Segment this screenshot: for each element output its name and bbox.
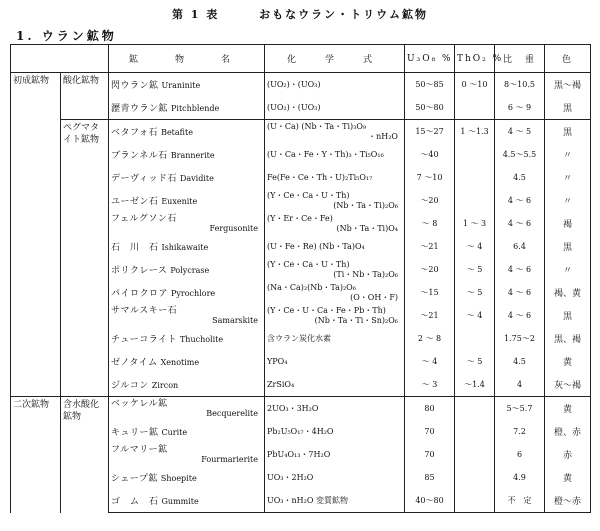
formula-text: PbU₄O₁₃・7H₂O (267, 450, 331, 459)
u3o8-cell: 70 (405, 420, 455, 443)
u3o8-cell: ～21 (405, 304, 455, 327)
specific-gravity-cell: 4 ～ 6 (495, 258, 545, 281)
category-cell: 初成鉱物 (11, 73, 61, 397)
specific-gravity-cell: 4 ～ 6 (495, 281, 545, 304)
formula-text-line2: (Nb・Ta・Ti・Sn)₂O₆ (314, 315, 398, 325)
table-row (11, 73, 591, 97)
mineral-table (10, 44, 591, 513)
mineral-name-en: Shoepite (160, 474, 197, 483)
mineral-name-jp: ベッケレル鉱 (111, 398, 168, 409)
specific-gravity-cell: 不 定 (495, 489, 545, 513)
category-cell: 二次鉱物 (11, 397, 61, 513)
mineral-name-jp: デーヴィッド石 (111, 174, 177, 184)
u3o8-cell: 85 (405, 466, 455, 489)
table-row (11, 120, 591, 144)
formula-cell (265, 258, 405, 281)
color-cell: 黒 (545, 304, 591, 327)
formula-cell (265, 443, 405, 466)
formula-cell (265, 466, 405, 489)
formula-text: 含ウラン炭化水素 (267, 334, 331, 343)
mineral-name-jp: フェルグソン石 (111, 213, 177, 224)
specific-gravity-cell: 6.4 (495, 235, 545, 258)
specific-gravity-cell: 4.5～5.5 (495, 143, 545, 166)
formula-text: Pb₂U₅O₁₇・4H₂O (267, 427, 334, 436)
mineral-name-cell (109, 466, 265, 489)
mineral-name-cell (109, 143, 265, 166)
u3o8-cell: ～21 (405, 235, 455, 258)
mineral-name-jp: ポリクレース (111, 266, 168, 276)
color-cell: 〃 (545, 143, 591, 166)
mineral-name-en: Zircon (151, 381, 179, 390)
color-cell: 黒～褐 (545, 73, 591, 97)
color-cell: 黄 (545, 397, 591, 421)
formula-cell (265, 235, 405, 258)
formula-cell (265, 166, 405, 189)
u3o8-cell: 50～85 (405, 73, 455, 97)
tho2-cell (455, 489, 495, 513)
mineral-name-cell (109, 189, 265, 212)
subcategory-cell: 含水酸化鉱物 (61, 397, 109, 513)
header-specific-gravity: 比 重 (495, 45, 545, 73)
tho2-cell: 1 ～1.3 (455, 120, 495, 144)
formula-cell (265, 73, 405, 97)
mineral-name-cell (109, 327, 265, 350)
formula-cell (265, 397, 405, 421)
u3o8-cell: ～ 4 (405, 350, 455, 373)
u3o8-cell: ～20 (405, 258, 455, 281)
formula-cell (265, 304, 405, 327)
u3o8-cell: 70 (405, 443, 455, 466)
specific-gravity-cell: 4.5 (495, 166, 545, 189)
mineral-name-en: Euxenite (161, 197, 198, 206)
formula-text: UO₃・2H₂O (267, 473, 314, 482)
mineral-name-jp: チューコライト (111, 335, 177, 345)
mineral-name-en: Pyrochlore (171, 289, 216, 298)
mineral-name-jp: フルマリー鉱 (111, 444, 168, 455)
mineral-name-en: Pitchblende (171, 104, 220, 113)
formula-cell (265, 120, 405, 144)
subcategory-cell: 酸化鉱物 (61, 73, 109, 120)
header-formula: 化 学 式 (265, 45, 405, 73)
formula-text: (UO₂)・(UO₃) (267, 103, 321, 112)
u3o8-cell: 40～80 (405, 489, 455, 513)
mineral-name-cell (109, 120, 265, 144)
tho2-cell: ～ 5 (455, 258, 495, 281)
specific-gravity-cell: 4.5 (495, 350, 545, 373)
tho2-cell (455, 166, 495, 189)
mineral-name-en: Polycrase (170, 266, 210, 275)
mineral-name-en: Thucholite (179, 335, 224, 344)
formula-cell (265, 420, 405, 443)
tho2-cell (455, 443, 495, 466)
u3o8-cell: ～ 8 (405, 212, 455, 235)
mineral-name-cell (109, 304, 265, 327)
formula-text: (Y・Er・Ce・Fe) (267, 213, 333, 223)
mineral-name-cell (109, 373, 265, 397)
formula-cell (265, 143, 405, 166)
mineral-name-jp: ジルコン (111, 381, 149, 391)
table-title (0, 6, 600, 22)
mineral-name-cell (109, 420, 265, 443)
tho2-cell (455, 466, 495, 489)
color-cell: 黒 (545, 96, 591, 120)
u3o8-cell: 50～80 (405, 96, 455, 120)
color-cell: 橙～赤 (545, 489, 591, 513)
section-heading: 1. ウラン鉱物 (16, 29, 117, 43)
header-blank (11, 45, 109, 73)
u3o8-cell: ～ 3 (405, 373, 455, 397)
tho2-cell: ～1.4 (455, 373, 495, 397)
mineral-name-cell (109, 397, 265, 421)
formula-cell (265, 96, 405, 120)
tho2-cell (455, 397, 495, 421)
formula-text: Fe(Fe・Ce・Th・U)₂Ti₅O₁₇ (267, 173, 373, 182)
mineral-name-jp: ゴ ム 石 (111, 497, 159, 507)
specific-gravity-cell: 4.9 (495, 466, 545, 489)
specific-gravity-cell: 4 (495, 373, 545, 397)
specific-gravity-cell: 8～10.5 (495, 73, 545, 97)
formula-text: 2UO₃・3H₂O (267, 404, 319, 413)
formula-cell (265, 373, 405, 397)
specific-gravity-cell: 6 (495, 443, 545, 466)
mineral-name-cell (109, 489, 265, 513)
u3o8-cell: 80 (405, 397, 455, 421)
formula-text: (Y・Ce・Ca・U・Th) (267, 259, 350, 269)
header-u3o8: U₃O₈ % (405, 45, 455, 73)
mineral-name-cell (109, 443, 265, 466)
table-number: 第 1 表 (171, 8, 220, 21)
mineral-name-cell (109, 96, 265, 120)
mineral-name-jp: 瀝青ウラン鉱 (111, 104, 169, 114)
specific-gravity-cell: 5～5.7 (495, 397, 545, 421)
formula-text: (Na・Ca)₂(Nb・Ta)₂O₆ (267, 282, 356, 292)
tho2-cell (455, 327, 495, 350)
color-cell: 〃 (545, 166, 591, 189)
formula-text: (Y・Ce・U・Ca・Fe・Pb・Th) (267, 305, 386, 315)
mineral-name-en: Becquerelite (206, 408, 258, 418)
specific-gravity-cell: 7.2 (495, 420, 545, 443)
color-cell: 橙、赤 (545, 420, 591, 443)
formula-text: (U・Fe・Re) (Nb・Ta)O₄ (267, 242, 365, 251)
formula-cell (265, 189, 405, 212)
tho2-cell: ～ 5 (455, 281, 495, 304)
formula-text: UO₃・nH₂O 変質鉱物 (267, 496, 348, 505)
formula-text: (Y・Ce・Ca・U・Th) (267, 190, 350, 200)
formula-text: (U・Ca・Fe・Y・Th)₃・Ti₅O₁₆ (267, 150, 384, 159)
header-tho2: ThO₂ % (455, 45, 495, 73)
specific-gravity-cell: 4 ～ 6 (495, 189, 545, 212)
specific-gravity-cell: 4 ～ 5 (495, 120, 545, 144)
formula-text: (U・Ca) (Nb・Ta・Ti)₃O₉ (267, 121, 367, 131)
table-row (11, 397, 591, 421)
formula-text: ZrSiO₄ (267, 380, 295, 389)
mineral-name-en: Brannerite (170, 151, 215, 160)
formula-text-line2: (Nb・Ta・Ti)₂O₆ (333, 200, 398, 210)
u3o8-cell: ～20 (405, 189, 455, 212)
mineral-name-cell (109, 166, 265, 189)
mineral-name-en: Samarskite (212, 315, 258, 325)
mineral-name-en: Gummite (161, 497, 199, 506)
mineral-name-jp: ブランネル石 (111, 151, 168, 161)
mineral-name-jp: 石 川 石 (111, 243, 159, 253)
mineral-name-jp: 閃ウラン鉱 (111, 81, 159, 91)
color-cell: 灰～褐 (545, 373, 591, 397)
color-cell: 黒、褐 (545, 327, 591, 350)
formula-text-line2: (Ti・Nb・Ta)₂O₆ (333, 269, 398, 279)
mineral-name-cell (109, 281, 265, 304)
mineral-name-en: Ishikawaite (161, 243, 209, 252)
mineral-name-jp: パイロクロア (111, 289, 169, 299)
u3o8-cell: 7 ～10 (405, 166, 455, 189)
header-color: 色 (545, 45, 591, 73)
mineral-name-jp: シェープ鉱 (111, 474, 158, 484)
mineral-name-en: Fourmarierite (201, 454, 258, 464)
color-cell: 黒 (545, 120, 591, 144)
formula-text: (UO₂)・(UO₃) (267, 80, 321, 89)
u3o8-cell: 15～27 (405, 120, 455, 144)
color-cell: 黄 (545, 350, 591, 373)
header-row (11, 45, 591, 73)
formula-text-line2: (Nb・Ta・Ti)O₄ (336, 223, 398, 233)
formula-text-line2: ・nH₂O (368, 131, 398, 141)
u3o8-cell: ～15 (405, 281, 455, 304)
tho2-cell: 0 ～10 (455, 73, 495, 97)
color-cell: 黒 (545, 235, 591, 258)
mineral-name-cell (109, 235, 265, 258)
color-cell: 〃 (545, 189, 591, 212)
tho2-cell: 1 ～ 3 (455, 212, 495, 235)
tho2-cell: ～ 4 (455, 304, 495, 327)
color-cell: 赤 (545, 443, 591, 466)
mineral-name-jp: ゼノタイム (111, 358, 158, 368)
color-cell: 褐、黄 (545, 281, 591, 304)
color-cell: 黄 (545, 466, 591, 489)
subcategory-cell: ペグマタイト鉱物 (61, 120, 109, 397)
tho2-cell (455, 96, 495, 120)
header-mineral-name: 鉱 物 名 (109, 45, 265, 73)
specific-gravity-cell: 6 ～ 9 (495, 96, 545, 120)
mineral-name-en: Davidite (179, 174, 214, 183)
tho2-cell: ～ 4 (455, 235, 495, 258)
mineral-name-jp: ベタフォ石 (111, 128, 159, 138)
mineral-name-cell (109, 73, 265, 97)
tho2-cell: ～ 5 (455, 350, 495, 373)
mineral-name-jp: サマルスキー石 (111, 305, 178, 316)
mineral-name-en: Curite (161, 428, 188, 437)
mineral-name-en: Uraninite (161, 81, 201, 90)
tho2-cell (455, 189, 495, 212)
formula-cell (265, 327, 405, 350)
formula-cell (265, 489, 405, 513)
mineral-name-jp: キュリー鉱 (111, 428, 159, 438)
mineral-name-en: Fergusonite (209, 223, 258, 233)
table-title-text: おもなウラン・トリウム鉱物 (259, 8, 429, 21)
color-cell: 褐 (545, 212, 591, 235)
u3o8-cell: ～40 (405, 143, 455, 166)
tho2-cell (455, 143, 495, 166)
formula-cell (265, 212, 405, 235)
formula-text-line2: (O・OH・F) (350, 292, 398, 302)
mineral-name-cell (109, 258, 265, 281)
mineral-name-cell (109, 350, 265, 373)
specific-gravity-cell: 1.75～2 (495, 327, 545, 350)
mineral-name-en: Betafite (161, 128, 193, 137)
formula-cell (265, 350, 405, 373)
formula-cell (265, 281, 405, 304)
formula-text: YPO₄ (267, 357, 288, 366)
u3o8-cell: 2 ～ 8 (405, 327, 455, 350)
mineral-name-cell (109, 212, 265, 235)
specific-gravity-cell: 4 ～ 6 (495, 304, 545, 327)
mineral-name-jp: ユーゼン石 (111, 197, 159, 207)
mineral-name-en: Xenotime (160, 358, 200, 367)
tho2-cell (455, 420, 495, 443)
specific-gravity-cell: 4 ～ 6 (495, 212, 545, 235)
color-cell: 〃 (545, 258, 591, 281)
